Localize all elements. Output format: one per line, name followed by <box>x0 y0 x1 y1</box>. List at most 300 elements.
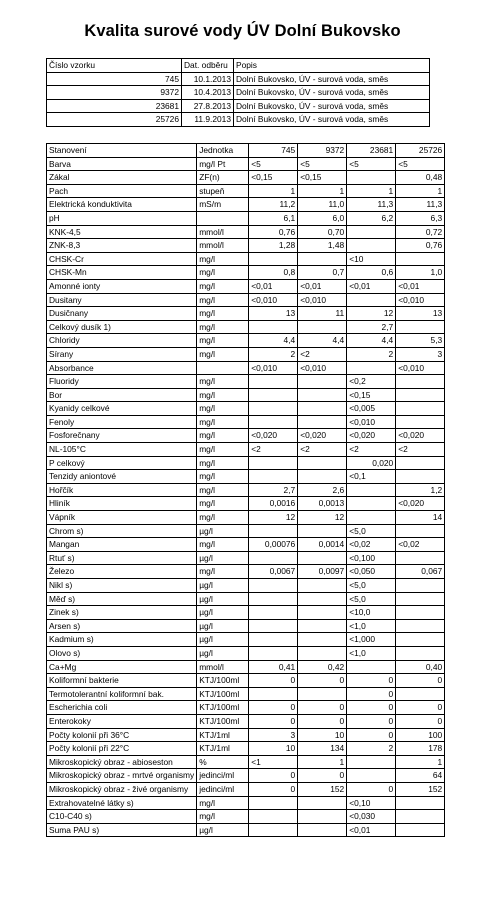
table-cell: Kadmium s) <box>47 633 197 647</box>
table-cell: mg/l <box>197 483 249 497</box>
table-cell: Měď s) <box>47 592 197 606</box>
table-cell: <0,01 <box>347 823 396 837</box>
table-cell: mg/l <box>197 429 249 443</box>
table-cell: P celkový <box>47 456 197 470</box>
table-cell: mg/l <box>197 347 249 361</box>
table-row <box>47 538 445 552</box>
table-row <box>47 456 445 470</box>
table-row <box>47 810 445 824</box>
table-cell: 178 <box>396 742 445 756</box>
table-cell: 0 <box>298 674 347 688</box>
table-cell <box>347 497 396 511</box>
table-row <box>47 347 445 361</box>
table-cell <box>298 470 347 484</box>
table-cell <box>249 551 298 565</box>
table-cell: <0,010 <box>249 293 298 307</box>
table-cell: mmol/l <box>197 660 249 674</box>
table-row <box>47 483 445 497</box>
table-cell <box>396 375 445 389</box>
table-cell <box>396 456 445 470</box>
table-cell: 10 <box>298 728 347 742</box>
table-cell <box>347 239 396 253</box>
table-row <box>47 755 445 769</box>
table-cell <box>396 402 445 416</box>
table-cell: Kyanidy celkové <box>47 402 197 416</box>
table-cell: <0,02 <box>347 538 396 552</box>
table-cell: 745 <box>249 144 298 158</box>
table-row <box>47 239 445 253</box>
table-row <box>47 361 445 375</box>
table-cell: <1,000 <box>347 633 396 647</box>
table-cell: 2 <box>347 347 396 361</box>
table-cell: pH <box>47 211 197 225</box>
table-cell: Amonné ionty <box>47 279 197 293</box>
table-cell: 6,1 <box>249 211 298 225</box>
table-cell: Hliník <box>47 497 197 511</box>
table-row <box>47 782 445 796</box>
table-cell <box>396 592 445 606</box>
table-cell: <10 <box>347 252 396 266</box>
table-cell <box>197 211 249 225</box>
table-cell <box>249 592 298 606</box>
table-cell: Dolní Bukovsko, ÚV - surová voda, směs <box>234 99 430 113</box>
table-cell: µg/l <box>197 633 249 647</box>
table-cell: Stanovení <box>47 144 197 158</box>
table-cell: µg/l <box>197 524 249 538</box>
table-cell: Suma PAU s) <box>47 823 197 837</box>
table-cell <box>249 320 298 334</box>
table-cell: mg/l <box>197 415 249 429</box>
table-cell: mg/l <box>197 810 249 824</box>
table-row <box>47 113 430 127</box>
table-cell: mmol/l <box>197 239 249 253</box>
table-cell: Dat. odběru <box>182 59 234 73</box>
table-cell: mg/l <box>197 511 249 525</box>
table-cell: Chloridy <box>47 334 197 348</box>
table-cell: <0,02 <box>396 538 445 552</box>
table-cell: 2,7 <box>249 483 298 497</box>
table-row <box>47 86 430 100</box>
table-cell <box>396 823 445 837</box>
table-row <box>47 171 445 185</box>
table-row <box>47 279 445 293</box>
table-cell <box>298 796 347 810</box>
table-cell: 1,28 <box>249 239 298 253</box>
table-row <box>47 551 445 565</box>
table-row <box>47 157 445 171</box>
table-cell: Extrahovatelné látky s) <box>47 796 197 810</box>
table-row <box>47 443 445 457</box>
table-row <box>47 524 445 538</box>
table-cell <box>347 755 396 769</box>
table-row <box>47 606 445 620</box>
table-cell: <0,020 <box>347 429 396 443</box>
table-cell: 100 <box>396 728 445 742</box>
table-cell: mg/l <box>197 470 249 484</box>
table-cell: 0,0097 <box>298 565 347 579</box>
table-cell: mmol/l <box>197 225 249 239</box>
table-cell <box>298 388 347 402</box>
table-cell <box>197 361 249 375</box>
table-cell: 0 <box>347 674 396 688</box>
table-row <box>47 579 445 593</box>
table-row <box>47 511 445 525</box>
table-cell: 0,72 <box>396 225 445 239</box>
table-cell: 0 <box>347 782 396 796</box>
table-cell: mg/l <box>197 307 249 321</box>
table-cell: 0,42 <box>298 660 347 674</box>
table-cell: mg/l <box>197 456 249 470</box>
table-cell: 11.9.2013 <box>182 113 234 127</box>
table-cell <box>298 592 347 606</box>
table-cell: <1,0 <box>347 646 396 660</box>
table-cell: µg/l <box>197 646 249 660</box>
table-cell: Vápník <box>47 511 197 525</box>
table-row <box>47 728 445 742</box>
table-cell: Fosforečnany <box>47 429 197 443</box>
table-cell <box>396 796 445 810</box>
table-cell: Počty kolonií při 22°C <box>47 742 197 756</box>
table-cell: 0,00076 <box>249 538 298 552</box>
table-cell <box>347 511 396 525</box>
table-cell <box>347 293 396 307</box>
table-cell: Zinek s) <box>47 606 197 620</box>
table-cell: Jednotka <box>197 144 249 158</box>
table-cell: <0,2 <box>347 375 396 389</box>
table-cell: <2 <box>298 443 347 457</box>
table-cell: 1 <box>347 184 396 198</box>
table-cell <box>396 619 445 633</box>
table-cell: <0,030 <box>347 810 396 824</box>
table-row <box>47 402 445 416</box>
table-cell: 0 <box>396 714 445 728</box>
table-cell: Barva <box>47 157 197 171</box>
table-cell: ZF(n) <box>197 171 249 185</box>
table-cell: KTJ/100ml <box>197 701 249 715</box>
sample-table <box>46 58 430 127</box>
table-cell: 13 <box>396 307 445 321</box>
table-cell: 0 <box>347 701 396 715</box>
table-cell: Číslo vzorku <box>47 59 182 73</box>
table-cell <box>249 375 298 389</box>
table-cell: Dusičnany <box>47 307 197 321</box>
table-cell: Počty kolonií při 36°C <box>47 728 197 742</box>
table-cell <box>298 320 347 334</box>
table-cell: 11,0 <box>298 198 347 212</box>
table-cell: mg/l <box>197 293 249 307</box>
table-row <box>47 320 445 334</box>
table-cell: <5,0 <box>347 579 396 593</box>
table-cell <box>298 687 347 701</box>
table-cell: 1,2 <box>396 483 445 497</box>
table-cell <box>298 524 347 538</box>
table-cell <box>249 456 298 470</box>
table-row <box>47 674 445 688</box>
table-cell <box>347 361 396 375</box>
table-cell: 2 <box>347 742 396 756</box>
table-cell <box>347 171 396 185</box>
table-cell: Dolní Bukovsko, ÚV - surová voda, směs <box>234 72 430 86</box>
table-cell: 2 <box>249 347 298 361</box>
table-row <box>47 252 445 266</box>
table-cell: 0,48 <box>396 171 445 185</box>
page-title: Kvalita surové vody ÚV Dolní Bukovsko <box>84 22 401 40</box>
table-cell: 1 <box>396 184 445 198</box>
table-cell: 1 <box>298 755 347 769</box>
table-cell: mg/l <box>197 334 249 348</box>
table-cell: µg/l <box>197 606 249 620</box>
table-cell: <0,020 <box>249 429 298 443</box>
table-cell: <10,0 <box>347 606 396 620</box>
table-cell: Fenoly <box>47 415 197 429</box>
table-cell: Popis <box>234 59 430 73</box>
table-cell: 0 <box>249 782 298 796</box>
table-cell: µg/l <box>197 823 249 837</box>
table-cell <box>396 810 445 824</box>
table-cell: 3 <box>249 728 298 742</box>
table-cell: 1 <box>249 184 298 198</box>
table-cell: Dolní Bukovsko, ÚV - surová voda, směs <box>234 86 430 100</box>
table-cell: Rtuť s) <box>47 551 197 565</box>
table-cell: 0,7 <box>298 266 347 280</box>
table-cell: 0 <box>347 714 396 728</box>
table-row <box>47 211 445 225</box>
table-cell: 0,020 <box>347 456 396 470</box>
table-cell: 0,40 <box>396 660 445 674</box>
table-cell: 6,3 <box>396 211 445 225</box>
table-cell: 152 <box>298 782 347 796</box>
table-row <box>47 334 445 348</box>
table-cell: 64 <box>396 769 445 783</box>
table-cell: Mangan <box>47 538 197 552</box>
table-cell: 0 <box>249 701 298 715</box>
table-row <box>47 565 445 579</box>
table-cell: <0,15 <box>347 388 396 402</box>
table-cell: Arsen s) <box>47 619 197 633</box>
table-cell: 6,0 <box>298 211 347 225</box>
table-cell: 0,70 <box>298 225 347 239</box>
table-cell: <0,10 <box>347 796 396 810</box>
table-cell: 0,0014 <box>298 538 347 552</box>
table-cell <box>396 551 445 565</box>
table-row <box>47 497 445 511</box>
table-cell <box>298 579 347 593</box>
table-cell: mg/l <box>197 796 249 810</box>
table-cell: Koliformní bakterie <box>47 674 197 688</box>
table-cell: 5,3 <box>396 334 445 348</box>
table-cell: <2 <box>298 347 347 361</box>
table-cell: <0,01 <box>249 279 298 293</box>
table-cell: Hořčík <box>47 483 197 497</box>
table-cell: mg/l <box>197 538 249 552</box>
table-cell: C10-C40 s) <box>47 810 197 824</box>
table-cell: µg/l <box>197 619 249 633</box>
table-cell: <5 <box>347 157 396 171</box>
table-cell: <0,010 <box>298 293 347 307</box>
table-cell <box>249 796 298 810</box>
table-cell: Mikroskopický obraz - abioseston <box>47 755 197 769</box>
table-row <box>47 198 445 212</box>
table-cell: µg/l <box>197 579 249 593</box>
table-cell: 0,76 <box>249 225 298 239</box>
table-cell: 2,7 <box>347 320 396 334</box>
table-header-row <box>47 59 430 73</box>
table-cell: <0,020 <box>298 429 347 443</box>
table-cell: 12 <box>249 511 298 525</box>
table-cell: 2,6 <box>298 483 347 497</box>
table-cell: mg/l <box>197 497 249 511</box>
table-row <box>47 796 445 810</box>
table-cell: 0 <box>396 674 445 688</box>
table-row <box>47 633 445 647</box>
table-cell: Elektrická konduktivita <box>47 198 197 212</box>
table-cell: <0,15 <box>298 171 347 185</box>
table-row <box>47 619 445 633</box>
table-cell <box>298 810 347 824</box>
table-row <box>47 375 445 389</box>
table-cell: 0 <box>249 674 298 688</box>
table-cell: Termotolerantní koliformní bak. <box>47 687 197 701</box>
table-cell <box>396 252 445 266</box>
table-cell: 1 <box>396 755 445 769</box>
table-cell: 25726 <box>396 144 445 158</box>
table-cell: 0 <box>347 687 396 701</box>
table-row <box>47 388 445 402</box>
table-cell <box>396 687 445 701</box>
table-cell: <0,01 <box>298 279 347 293</box>
table-cell: Zákal <box>47 171 197 185</box>
table-cell: 0 <box>347 728 396 742</box>
table-row <box>47 72 430 86</box>
table-cell: <5 <box>249 157 298 171</box>
table-cell: Železo <box>47 565 197 579</box>
table-cell <box>249 579 298 593</box>
table-cell: 0,76 <box>396 239 445 253</box>
table-cell <box>249 646 298 660</box>
table-cell: <0,005 <box>347 402 396 416</box>
table-header-row <box>47 144 445 158</box>
table-cell: <5 <box>396 157 445 171</box>
table-cell: 11,3 <box>396 198 445 212</box>
table-row <box>47 470 445 484</box>
table-cell: <1 <box>249 755 298 769</box>
table-cell: <0,020 <box>396 497 445 511</box>
table-cell <box>396 646 445 660</box>
table-cell: 3 <box>396 347 445 361</box>
table-cell: 10.1.2013 <box>182 72 234 86</box>
table-cell: 25726 <box>47 113 182 127</box>
table-cell: <0,01 <box>347 279 396 293</box>
table-cell: mg/l <box>197 375 249 389</box>
table-cell <box>298 456 347 470</box>
table-cell <box>396 388 445 402</box>
table-cell <box>396 470 445 484</box>
table-cell: 11,2 <box>249 198 298 212</box>
table-cell: Sírany <box>47 347 197 361</box>
table-row <box>47 769 445 783</box>
table-cell: Nikl s) <box>47 579 197 593</box>
table-cell: <0,1 <box>347 470 396 484</box>
results-table <box>46 143 445 837</box>
table-cell <box>396 633 445 647</box>
table-cell: % <box>197 755 249 769</box>
table-cell: 11 <box>298 307 347 321</box>
table-cell: 0 <box>249 769 298 783</box>
table-row <box>47 293 445 307</box>
table-cell: NL-105°C <box>47 443 197 457</box>
table-cell: 0,0013 <box>298 497 347 511</box>
table-cell: 0 <box>249 714 298 728</box>
table-cell: mg/l <box>197 266 249 280</box>
table-cell <box>249 402 298 416</box>
table-cell: <0,050 <box>347 565 396 579</box>
table-cell: 12 <box>347 307 396 321</box>
table-cell <box>249 633 298 647</box>
table-cell: µg/l <box>197 551 249 565</box>
table-cell: 0 <box>298 714 347 728</box>
table-cell: 10 <box>249 742 298 756</box>
table-cell: <0,010 <box>396 361 445 375</box>
table-cell: <0,020 <box>396 429 445 443</box>
table-cell: mg/l <box>197 565 249 579</box>
table-row <box>47 225 445 239</box>
table-cell: Pach <box>47 184 197 198</box>
table-row <box>47 714 445 728</box>
table-row <box>47 592 445 606</box>
table-cell: 13 <box>249 307 298 321</box>
table-cell <box>347 483 396 497</box>
table-cell: <0,010 <box>347 415 396 429</box>
table-cell: 152 <box>396 782 445 796</box>
table-cell <box>347 660 396 674</box>
table-cell: jedinci/ml <box>197 782 249 796</box>
table-row <box>47 687 445 701</box>
table-cell <box>396 320 445 334</box>
table-cell: mg/l <box>197 388 249 402</box>
table-row <box>47 429 445 443</box>
table-cell: 23681 <box>47 99 182 113</box>
table-cell: 9372 <box>298 144 347 158</box>
table-cell: mg/l <box>197 443 249 457</box>
table-cell <box>347 769 396 783</box>
table-cell: 0 <box>396 701 445 715</box>
table-cell: KTJ/100ml <box>197 687 249 701</box>
table-cell: mg/l <box>197 252 249 266</box>
table-cell: CHSK-Mn <box>47 266 197 280</box>
table-cell: Fluoridy <box>47 375 197 389</box>
table-cell <box>396 524 445 538</box>
table-cell <box>249 619 298 633</box>
table-cell: Escherichia coli <box>47 701 197 715</box>
table-cell: 4,4 <box>347 334 396 348</box>
table-cell: 4,4 <box>298 334 347 348</box>
table-cell: Ca+Mg <box>47 660 197 674</box>
table-cell: 4,4 <box>249 334 298 348</box>
table-cell: KTJ/1ml <box>197 742 249 756</box>
table-cell: Olovo s) <box>47 646 197 660</box>
table-cell: 10.4.2013 <box>182 86 234 100</box>
table-row <box>47 646 445 660</box>
table-cell: Mikroskopický obraz - živé organismy <box>47 782 197 796</box>
table-cell <box>396 579 445 593</box>
table-cell: mg/l <box>197 279 249 293</box>
table-cell: 0,0067 <box>249 565 298 579</box>
table-cell <box>249 415 298 429</box>
table-cell <box>249 524 298 538</box>
table-row <box>47 823 445 837</box>
table-cell: Bor <box>47 388 197 402</box>
table-cell: Chrom s) <box>47 524 197 538</box>
